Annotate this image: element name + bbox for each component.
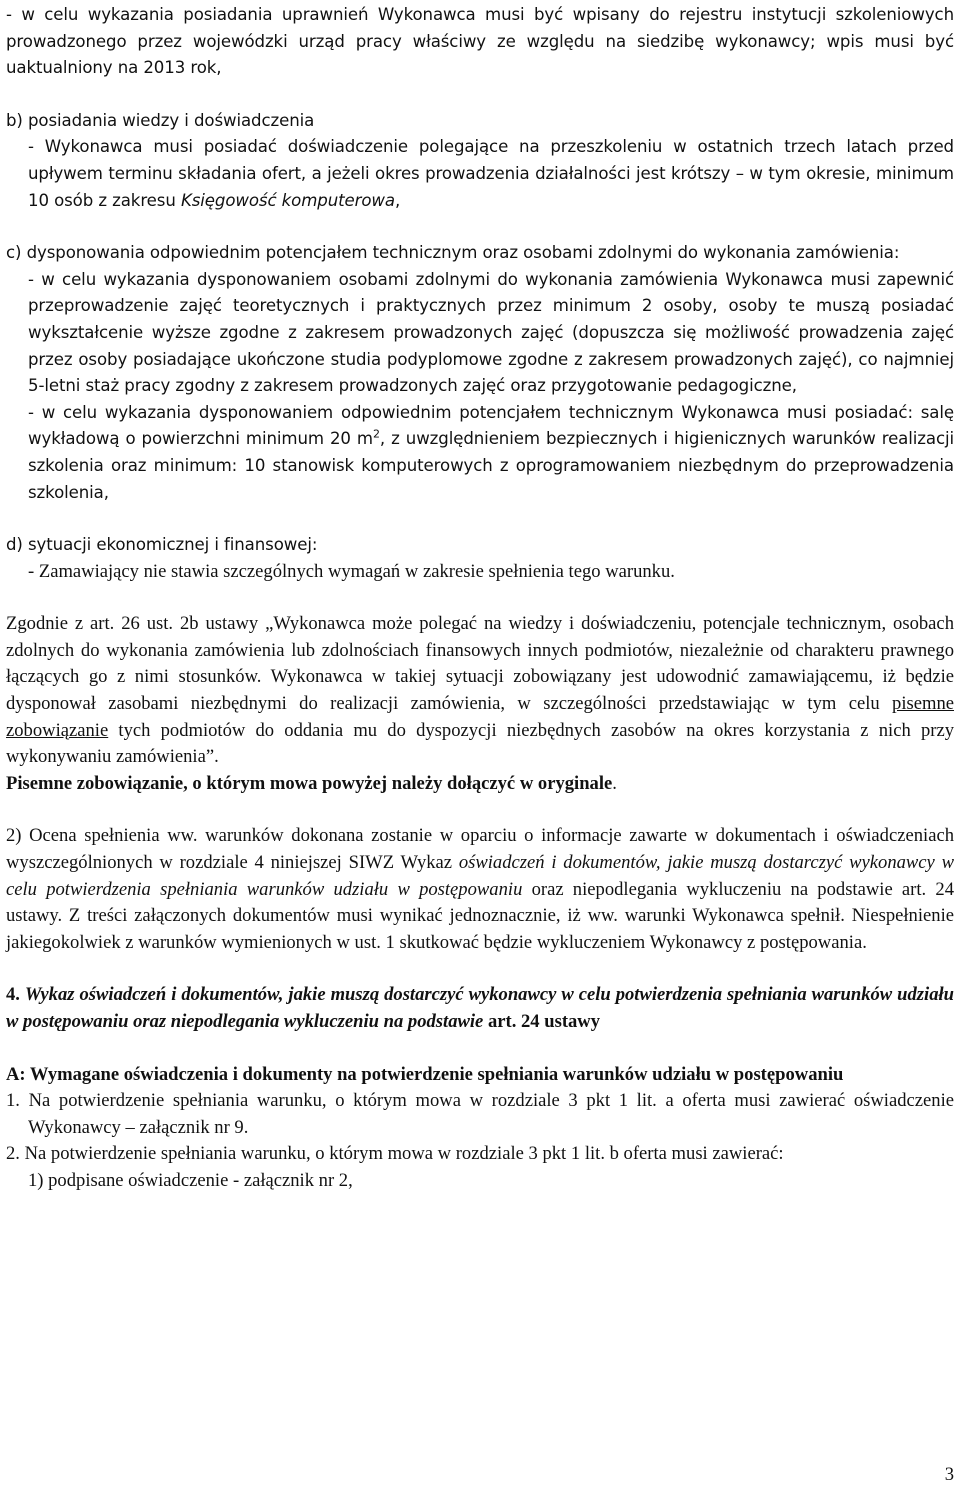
art26-underlined: pisemne zobowiązanie — [6, 693, 954, 741]
heading-b: b) posiadania wiedzy i doświadczenia — [6, 110, 315, 130]
page-number: 3 — [944, 1464, 954, 1485]
section-4-end: art. 24 ustawy — [483, 1011, 601, 1032]
section-4-heading — [6, 982, 954, 1035]
paragraph-d: - Zamawiający nie stawia szczególnych wymagań w zakresie spełnienia tego warunku. — [28, 560, 675, 582]
paragraph-c-technical-b: , z uwzględnieniem bezpiecznych i higienicznych warunków realizacji szkolenia oraz minimum: 10 stanowisk komputerowych z oprogramowaniem niezbędnym do przeprowadzenia szkolenia, — [28, 429, 954, 502]
bold-note — [6, 771, 954, 798]
art26-text-a: Zgodnie z art. 26 ust. 2b ustawy „Wykonawca może polegać na wiedzy i doświadczeniu, potencjale technicznym, osobach zdolnych do wykonania zamówienia lub zdolnościach finansowych innych podmiotów, niezależnie od charakteru prawnego łączących go z nimi stosunków. Wykonawca w takiej sytuacji zobowiązany jest udowodnić zamawiającemu, iż będzie dysponował zasobami niezbędnymi do realizacji zamówienia, w szczególności przedstawiając w tym celu — [6, 613, 954, 715]
list-item-2: 2. Na potwierdzenie spełniania warunku, o którym mowa w rozdziale 3 pkt 1 lit. b oferta musi zawierać: — [6, 1143, 784, 1165]
heading-d: d) sytuacji ekonomicznej i finansowej: — [6, 535, 318, 555]
paragraph-evaluation — [6, 823, 954, 956]
evaluation-text-b: oraz niepodlegania wykluczeniu na podstawie art. 24 ustawy. Z treści załączonych dokumentów musi wynikać jednoznacznie, iż ww. warunki Wykonawca spełnił. Niespełnienie jakiegokolwiek z warunków wymienionych w ust. 1 skutkować będzie wykluczeniem Wykonawcy z postępowania. — [6, 878, 954, 953]
paragraph-c-technical-a: - w celu wykazania dysponowaniem odpowiednim potencjałem technicznym Wykonawca musi posiadać: salę wykładową o powierzchni minimum 20 m — [28, 402, 954, 449]
paragraph-b-text: - Wykonawca musi posiadać doświadczenie polegające na przeszkoleniu w ostatnich trzech latach przed upływem terminu składania ofert, a jeżeli okres prowadzenia działalności jest krótszy – w tym okresie, minimum 10 osób z zakresu — [28, 137, 954, 210]
superscript-2: 2 — [373, 427, 380, 441]
paragraph-b-end: , — [394, 190, 401, 210]
paragraph-b — [6, 134, 954, 214]
heading-c: c) dysponowania odpowiednim potencjałem technicznym oraz osobami zdolnymi do wykonania zamówienia: — [6, 243, 900, 263]
section-4-title: Wykaz oświadczeń i dokumentów, jakie muszą dostarczyć wykonawcy w celu potwierdzenia spełniania warunków udziału w postępowaniu oraz niepodlegania wykluczeniu na podstawie — [6, 984, 955, 1032]
bold-note-end: . — [612, 772, 617, 794]
paragraph-registry: - w celu wykazania posiadania uprawnień Wykonawca musi być wpisany do rejestru instytucji szkoleniowych prowadzonego przez wojewódzki urząd pracy właściwy ze względu na siedzibę wykonawcy; wpis musi być uaktualniony na 2013 rok, — [6, 5, 954, 78]
section-a-heading: A: Wymagane oświadczenia i dokumenty na potwierdzenie spełniania warunków udziału w postępowaniu — [6, 1063, 844, 1085]
list-item-1: 1. Na potwierdzenie spełniania warunku, o którym mowa w rozdziale 3 pkt 1 lit. a oferta musi zawierać oświadczenie Wykonawcy – załącznik nr 9. — [6, 1090, 954, 1138]
evaluation-italic: oświadczeń i dokumentów, jakie muszą dostarczyć wykonawcy w celu potwierdzenia spełniania warunków udziału w postępowaniu — [6, 852, 954, 900]
list-item-2-sub-1: 1) podpisane oświadczenie - załącznik nr 2, — [28, 1169, 353, 1191]
paragraph-c-persons: - w celu wykazania dysponowaniem osobami zdolnymi do wykonania zamówienia Wykonawca musi zapewnić przeprowadzenie zajęć teoretycznych i praktycznych przez minimum 2 osoby, osoby te muszą posiadać wykształcenie wyższe zgodne z zakresem prowadzonych zajęć (dopuszcza się możliwość prowadzenia zajęć przez osoby posiadające ukończone studia podyplomowe zgodne z zakresem prowadzonych zajęć), co najmniej 5-letni staż pracy zgodny z zakresem prowadzonych zajęć oraz przygotowanie pedagogiczne, — [28, 269, 954, 396]
evaluation-text-a: 2) Ocena spełnienia ww. warunków dokonana zostanie w oparciu o informacje zawarte w dokumentach i oświadczeniach wyszczególnionych w rozdziale 4 niniejszej SIWZ Wykaz — [6, 825, 954, 874]
course-name: Księgowość komputerowa — [180, 190, 395, 210]
paragraph-c-technical — [6, 400, 954, 506]
paragraph-art26 — [6, 611, 954, 771]
section-4-number: 4. — [6, 984, 25, 1006]
art26-text-b: tych podmiotów do oddania mu do dyspozycji niezbędnych zasobów na okres korzystania z nich przy wykonywaniu zamówienia”. — [6, 719, 954, 768]
bold-note-text: Pisemne zobowiązanie, o którym mowa powyżej należy dołączyć w oryginale — [6, 772, 613, 794]
